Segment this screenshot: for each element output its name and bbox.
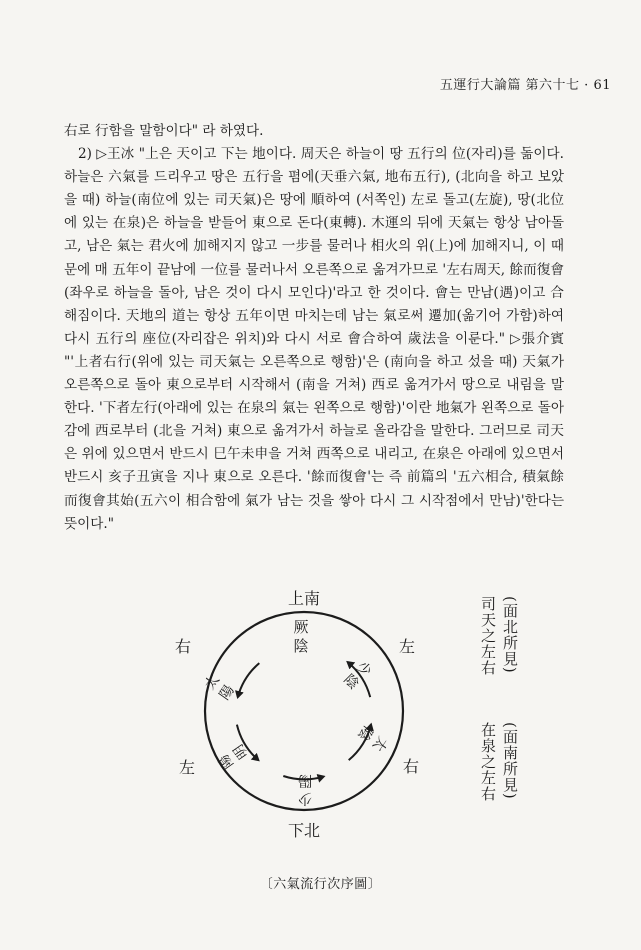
label-shaoyin — [340, 659, 374, 693]
figure-caption: 〔六氣流行次序圖〕 — [259, 877, 382, 892]
diagram-left-upper-label: 右 — [174, 637, 192, 656]
outer-circle — [205, 612, 403, 810]
running-head: 五運行大論篇 第六十七 · 61 — [439, 78, 611, 93]
label-yangming-char-1: 陽 — [215, 751, 238, 772]
label-shaoyang — [298, 772, 312, 806]
diagram-bottom-label: 下北 — [287, 821, 321, 840]
label-jueyin-char-1: 厥 — [293, 618, 309, 636]
arrow-shaoyang-to-taiyin — [349, 725, 371, 761]
diagram-right-lower-label: 右 — [402, 757, 420, 776]
side-note-north-main: 司天之左右 — [479, 596, 497, 676]
label-taiyang-char-2: 陽 — [216, 682, 238, 704]
side-note-south-paren: (面南所見) — [501, 722, 519, 800]
diagram-right-upper-label: 左 — [398, 637, 416, 656]
arrow-yangming-to-shaoyang — [283, 776, 323, 779]
side-note-north-facing — [477, 596, 521, 676]
label-shaoyin-char-2: 陰 — [340, 671, 362, 693]
label-yangming — [216, 741, 252, 772]
label-taiyin — [354, 723, 391, 755]
label-jueyin — [293, 618, 308, 655]
side-note-south-facing — [477, 722, 521, 802]
label-taiyin-char-2: 陰 — [354, 722, 376, 744]
label-taiyin-char-1: 太 — [368, 733, 391, 754]
label-taiyang-char-1: 太 — [201, 672, 224, 693]
label-shaoyang-char-1: 少 — [298, 790, 312, 806]
label-shaoyang-char-2: 陽 — [298, 772, 312, 788]
label-yangming-char-2: 明 — [230, 740, 252, 762]
arrow-taiyin-to-shaoyin — [348, 662, 371, 697]
paragraph-commentary: 2) ▷王冰 "上은 天이고 下는 地이다. 周天은 하늘이 땅 五行의 位(자리)를 돎이다. 하늘은 六氣를 드리우고 땅은 五行을 폄에(天垂六氣, 地布五行), (北向을 하고 보았을 때) 하늘(南位에 있는 司天氣)은 땅에 順하여 (서쪽인) 左로 돌고(左旋), 땅(北位에 있는 在泉)은 하늘을 받들어 東으로 돈다(東轉). 木運의 뒤에 天氣는 항상 남아돌고, 남은 氣는 君火에 加해지지 않고 一步를 물러나 相火의 위(上)에 加해지니, 이 때문에 매 五年이 끝남에 一位를 물러나서 오른쪽으로 옮겨가므로 '左右周天, 餘而復會(좌우로 하늘을 돌아, 남은 것이 다시 모인다)'라고 한 것이다. 會는 만남(遇)이고 合해짐이다. 天地의 道는 항상 五年이면 마치는데 남는 氣로써 遷加(옮기어 가함)하여 다시 五行의 座位(자리잡은 위치)와 다시 서로 會合하여 歲法을 이룬다." ▷張介賓 "'上者右行(위에 있는 司天氣는 오른쪽으로 행함)'은 (南向을 하고 섰을 때) 天氣가 오른쪽으로 돌아 東으로부터 시작해서 (南을 거쳐) 西로 옮겨가서 땅으로 내림을 말한다. '下者左行(아래에 있는 在泉의 氣는 왼쪽으로 행함)'이란 地氣가 왼쪽으로 돌아감에 西로부터 (北을 거쳐) 東으로 옮겨가서 하늘로 올라감을 말한다. 그러므로 司天은 위에 있으면서 반드시 巳午未申을 거쳐 西쪽으로 내리고, 在泉은 아래에 있으면서 반드시 亥子丑寅을 지나 東으로 오른다. '餘而復會'는 즉 前篇의 '五六相合, 積氣餘而復會其始(五六이 相合함에 氣가 남는 것을 쌓아 다시 그 시작점에서 만남)'한다는 뜻이다." — [64, 146, 564, 532]
body-text — [64, 120, 564, 536]
label-jueyin-char-2: 陰 — [293, 637, 309, 655]
side-note-south-main: 在泉之左右 — [479, 722, 497, 802]
arrow-taiyang-to-yangming — [237, 725, 258, 761]
diagram-left-lower-label: 左 — [178, 758, 196, 777]
arrow-jueyin-to-taiyang — [238, 663, 259, 697]
side-note-north-paren: (面北所見) — [501, 596, 519, 674]
label-taiyang — [201, 672, 238, 704]
paragraph-continuation: 右로 行함을 말함이다" 라 하였다. — [64, 123, 264, 139]
label-shaoyin-char-1: 少 — [353, 658, 375, 680]
diagram-top-label: 上南 — [287, 589, 321, 608]
